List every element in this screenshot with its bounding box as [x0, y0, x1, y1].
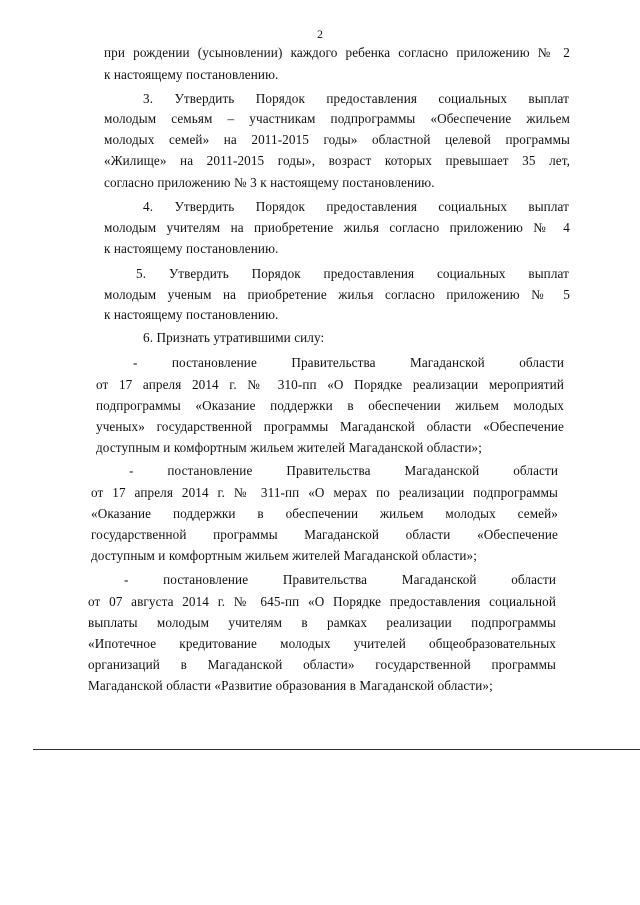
- text-line: к настоящему постановлению.: [104, 241, 279, 256]
- text-line: «Ипотечное кредитование молодых учителей общеобразовательных: [88, 636, 556, 651]
- text-line: от 07 августа 2014 г. № 645-пп «О Порядке предоставления социальной: [88, 594, 556, 609]
- list-item-marker-line: - постановление Правительства Магаданской области: [124, 572, 556, 587]
- text-line: 5. Утвердить Порядок предоставления социальных выплат: [136, 266, 569, 281]
- text-line: к настоящему постановлению.: [104, 67, 279, 82]
- text-line: подпрограммы «Оказание поддержки в обеспечении жильем молодых: [96, 398, 564, 413]
- text-line: Магаданской области «Развитие образования в Магаданской области»;: [88, 678, 493, 693]
- page-bottom-divider: [33, 749, 640, 750]
- text-line: выплаты молодым учителям в рамках реализации подпрограммы: [88, 615, 556, 630]
- text-line: 3. Утвердить Порядок предоставления социальных выплат: [143, 91, 569, 106]
- text-line: согласно приложению № 3 к настоящему постановлению.: [104, 175, 435, 190]
- text-line: молодым семьям – участникам подпрограммы «Обеспечение жильем: [104, 111, 570, 126]
- page-number: 2: [317, 27, 323, 41]
- list-item-marker-line: - постановление Правительства Магаданской области: [129, 463, 558, 478]
- text-line: молодых семей» на 2011-2015 годы» областной целевой программы: [104, 132, 570, 147]
- text-line: 4. Утвердить Порядок предоставления социальных выплат: [143, 199, 569, 214]
- text-line: государственной программы Магаданской области «Обеспечение: [91, 527, 558, 542]
- text-line: от 17 апреля 2014 г. № 311-пп «О мерах по реализации подпрограммы: [91, 485, 558, 500]
- text-line: доступным и комфортным жильем жителей Магаданской области»;: [96, 440, 483, 455]
- text-line: молодым ученым на приобретение жилья согласно приложению № 5: [104, 287, 570, 302]
- text-line: ученых» государственной программы Магаданской области «Обеспечение: [96, 419, 564, 434]
- text-line: «Оказание поддержки в обеспечении жильем молодых семей»: [91, 506, 558, 521]
- text-line: от 17 апреля 2014 г. № 310-пп «О Порядке реализации мероприятий: [96, 377, 564, 392]
- text-line: молодым учителям на приобретение жилья согласно приложению № 4: [104, 220, 570, 235]
- text-line: 6. Признать утратившими силу:: [143, 330, 325, 345]
- list-item-marker-line: - постановление Правительства Магаданской области: [133, 355, 564, 370]
- text-line: «Жилище» на 2011-2015 годы», возраст которых превышает 35 лет,: [104, 153, 570, 168]
- text-line: при рождении (усыновлении) каждого ребенка согласно приложению № 2: [104, 45, 570, 60]
- text-line: организаций в Магаданской области» государственной программы: [88, 657, 556, 672]
- text-line: к настоящему постановлению.: [104, 307, 279, 322]
- text-line: доступным и комфортным жильем жителей Магаданской области»;: [91, 548, 478, 563]
